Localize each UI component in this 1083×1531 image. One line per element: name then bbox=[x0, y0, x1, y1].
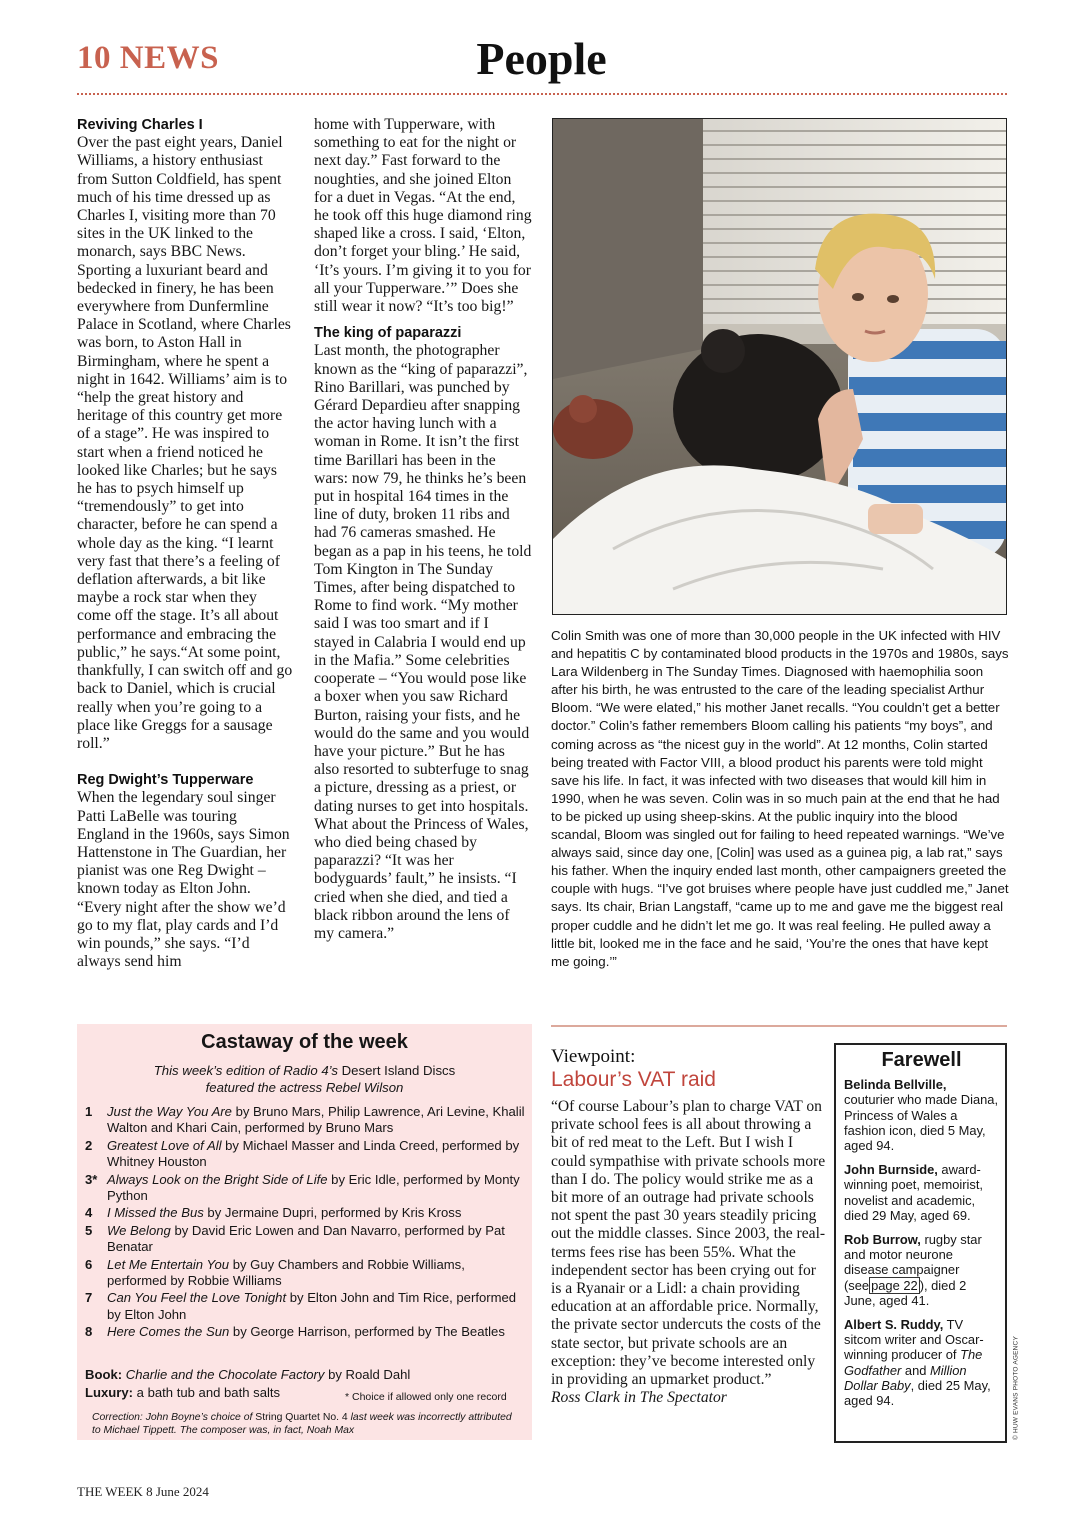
viewpoint-label: Viewpoint: bbox=[551, 1046, 636, 1067]
book-choice bbox=[85, 1367, 410, 1382]
intro-part-a: This week’s edition of Radio 4’s bbox=[153, 1063, 338, 1078]
list-item bbox=[85, 1205, 525, 1221]
track-number: 5 bbox=[85, 1222, 93, 1238]
track-credits: by Elton John and Tim Rice, performed by Elton John bbox=[107, 1290, 517, 1322]
story-heading-paparazzi: The king of paparazzi bbox=[314, 325, 462, 342]
story-heading-tupperware: Reg Dwight’s Tupperware bbox=[77, 772, 254, 789]
track-credits: by Bruno Mars, Philip Lawrence, Ari Levine, Khalil Walton and Khari Cain, performed by Bruno Mars bbox=[107, 1104, 525, 1136]
castaway-correction bbox=[92, 1412, 522, 1437]
list-item bbox=[85, 1324, 525, 1340]
photo-credit bbox=[1010, 1333, 1022, 1443]
farewell-title: Farewell bbox=[881, 1049, 962, 1071]
farewell-text-and: and bbox=[901, 1362, 930, 1378]
castaway-title: Castaway of the week bbox=[201, 1031, 408, 1053]
list-item bbox=[85, 1223, 525, 1256]
farewell-text-end: ), died 2 June, aged 41. bbox=[844, 1277, 967, 1308]
correction-part-c: last week was incorrectly attributed to Michael Tippett. The composer was, in fact, Noah Max bbox=[92, 1412, 512, 1436]
farewell-text-end: , died 25 May, aged 94. bbox=[844, 1377, 991, 1409]
correction-work-title: String Quartet No. 4 bbox=[252, 1412, 351, 1423]
track-number: 2 bbox=[85, 1137, 93, 1153]
story-body-paparazzi: Last month, the photographer known as the “king of paparazzi”, Rino Barillari, was punched by Gérard Depardieu after snapping the actor having lunch with a woman in Rome. It isn’t the first time Barillari has been in the wars: now 79, he thinks he’s been put in hospital 164 times in the line of duty, broken 11 ribs and had 76 cameras smashed. He began as a pap in his teens, he told Tom Kington in The Sunday Times, after being dispatched to Rome to find work. “My mother said I was too smart and if I stayed in Calabria I would end up in the Mafia.” Some celebrities cooperate – “You would pose like a boxer when you saw Richard Burton, raising your fists, and he would do the same and you would have your picture.” But he has also resorted to subterfuge to snag a picture, dressing as a priest, or dating nurses to get into hospitals. What about the Princess of Wales, who died being chased by paparazzi? “It was her bodyguards’ fault,” he insists. “I cried when she died, and tied a black ribbon around the lens of my camera.” bbox=[314, 342, 532, 942]
farewell-text: TV sitcom writer and Oscar-winning producer of bbox=[844, 1317, 984, 1363]
track-credits: by Eric Idle, performed by Monty Python bbox=[107, 1171, 520, 1204]
farewell-name: Belinda Bellville, bbox=[844, 1077, 947, 1093]
track-number: 1 bbox=[85, 1104, 93, 1119]
track-title: Just the Way You Are bbox=[107, 1104, 232, 1119]
correction-part-a: Correction: John Boyne’s choice of bbox=[92, 1412, 253, 1423]
page-title: People bbox=[476, 33, 607, 84]
photo-credit-text: © HUW EVANS PHOTO AGENCY bbox=[1012, 1336, 1020, 1440]
list-item bbox=[85, 1104, 525, 1137]
farewell-entry bbox=[844, 1232, 999, 1308]
book-label: Book: bbox=[85, 1367, 123, 1382]
track-list bbox=[85, 1104, 525, 1342]
track-title: Here Comes the Sun bbox=[107, 1324, 230, 1340]
column-1 bbox=[77, 116, 293, 971]
track-title: Greatest Love of All bbox=[107, 1137, 222, 1153]
viewpoint-quote: “Of course Labour’s plan to charge VAT on private school fees is all about throwing a bit of red meat to the Left. But I wish I could sympathise with private schools more than I do. The policy would strike me as a bit more of an outrage had private schools not spent the past 30 years steadily pricing out the middle classes. Since 2003, the real-terms fees rise has been 55%. What the independent sector has been crying out for is a Ryanair or a Lidl: a chain providing education at an affordable price. Normally, the private sector undercuts the costs of the state sector, but private schools are an exception: they’ve become interested only in providing an upmarket product.” bbox=[551, 1098, 826, 1389]
page-footer: THE WEEK 8 June 2024 bbox=[77, 1484, 209, 1499]
intro-part-c: featured the actress Rebel Wilson bbox=[205, 1080, 404, 1095]
track-number: 3* bbox=[85, 1171, 98, 1187]
track-credits: by Guy Chambers and Robbie Williams, performed by Robbie Williams bbox=[107, 1256, 465, 1289]
story-heading-charles: Reviving Charles I bbox=[77, 117, 203, 133]
castaway-intro bbox=[97, 1062, 512, 1096]
photo-caption: Colin Smith was one of more than 30,000 people in the UK infected with HIV and hepatitis C by contaminated blood products in the 1970s and 1980s, says Lara Wildenberg in The Sunday Times. Diagnosed with haemophilia soon after his birth, he was entrusted to the care of the leading specialist Arthur Bloom. “We were elated,” his mother Janet recalls. “You couldn’t get a better doctor.” Colin’s father remembers Bloom calling his patients “my boys”, and coming across as “the nicest guy in the world”. At 12 months, Colin started being treated with Factor VIII, a blood product his parents were told might save his life. In fact, it was infected with two diseases that would kill him in 1990, when he was seven. Colin was in so much pain at the end that he had to be picked up using sheep-skins. At the public inquiry into the blood scandal, Bloom was singled out for failing to heed repeated warnings. “We’ve always said, since day one, [Colin] was used as a guinea pig, a lab rat,” says his father. When the inquiry ended last month, other campaigners greeted the couple with hugs. “I’ve got bruises where people have just cuddled me,” Janet says. Its chair, Brian Langstaff, “came up to me and gave me the biggest real proper cuddle and he didn’t let me go. It was real feeling. He pulled away a little bit, looked me in the face and he said, ‘You’re the ones that have kept me going.’” bbox=[551, 628, 1009, 969]
list-item bbox=[85, 1290, 525, 1323]
farewell-name: Rob Burrow, bbox=[844, 1232, 921, 1248]
film-title: Million Dollar Baby bbox=[844, 1362, 967, 1393]
viewpoint-body bbox=[551, 1098, 828, 1407]
farewell-entry bbox=[844, 1317, 999, 1408]
photo-illustration bbox=[553, 119, 1006, 614]
luxury-text: a bath tub and bath salts bbox=[133, 1385, 281, 1400]
boy-in-hospital-bed-photo bbox=[552, 118, 1007, 615]
section-number: 10 NEWS bbox=[77, 40, 219, 76]
book-author: by Roald Dahl bbox=[324, 1367, 411, 1382]
track-number: 7 bbox=[85, 1290, 93, 1306]
story-body-tupperware-cont: home with Tupperware, with something to eat for the night or next day.” Fast forward to the noughties, and she joined Elton for a duet in Vegas. “At the end, he took off this huge diamond ring shaped like a cross. I said, ‘Elton, don’t forget your bling.’ He said, ‘It’s yours. I’m giving it to you for all your Tupperware.’” Does she still wear it now? “It’s too big!” bbox=[314, 116, 532, 316]
story-body-charles: Over the past eight years, Daniel Williams, a history enthusiast from Sutton Coldfield, has spent much of his time dressed up as Charles I, visiting more than 70 sites in the UK linked to the monarch, says BBC News. Sporting a luxuriant beard and bedecked in finery, he has been everywhere from Dunfermline Palace in Scotland, where Charles was born, to Aston Hall in Birmingham, where he spent a night in 1642. Williams’ aim is to “help the great history and heritage of this country get more of a stage”. He was inspired to start when a friend noticed he looked like Charles; but he says he has to psych himself up “tremendously” to get into character, before he can spend a whole day as the king. “I learnt very fast that there’s a feeling of deflation afterwards, a bit like maybe a rock star when they come off the stage. It’s all about performance and embracing the public,” he says.“At some point, thankfully, I can switch off and go back to Daniel, which is crucial really when you’re going to a place like Greggs for a sausage roll.” bbox=[77, 134, 293, 752]
header-rule bbox=[77, 93, 1007, 95]
track-credits: by George Harrison, performed by The Beatles bbox=[229, 1324, 505, 1340]
farewell-entry bbox=[844, 1077, 999, 1153]
farewell-entry bbox=[844, 1162, 999, 1223]
film-title: The Godfather bbox=[844, 1347, 983, 1378]
castaway-box bbox=[77, 1024, 532, 1440]
list-item bbox=[85, 1257, 525, 1290]
castaway-footnote: * Choice if allowed only one record bbox=[345, 1391, 507, 1403]
track-number: 8 bbox=[85, 1324, 93, 1340]
farewell-text: rugby star and motor neurone disease campaigner (see bbox=[844, 1232, 982, 1293]
list-item bbox=[85, 1172, 525, 1205]
track-title: Always Look on the Bright Side of Life bbox=[107, 1171, 328, 1187]
luxury-choice bbox=[85, 1385, 280, 1400]
track-credits: by Jermaine Dupri, performed by Kris Kross bbox=[203, 1205, 462, 1221]
farewell-box bbox=[834, 1043, 1007, 1443]
track-number: 6 bbox=[85, 1256, 93, 1272]
track-credits: by David Eric Lowen and Dan Navarro, performed by Pat Benatar bbox=[107, 1222, 505, 1255]
track-title: Let Me Entertain You bbox=[107, 1256, 230, 1272]
track-title: I Missed the Bus bbox=[107, 1205, 204, 1221]
farewell-text: award-winning poet, memoirist, novelist and academic, died 29 May, aged 69. bbox=[844, 1162, 983, 1223]
luxury-label: Luxury: bbox=[85, 1385, 134, 1400]
track-title: We Belong bbox=[107, 1222, 171, 1238]
viewpoint-title: Labour’s VAT raid bbox=[551, 1068, 716, 1091]
track-credits: by Michael Masser and Linda Creed, performed by Whitney Houston bbox=[107, 1137, 520, 1170]
list-item bbox=[85, 1138, 525, 1171]
column-2 bbox=[314, 116, 532, 943]
farewell-name: John Burnside, bbox=[844, 1162, 938, 1178]
farewell-text: couturier who made Diana, Princess of Wales a fashion icon, died 5 May, aged 94. bbox=[844, 1092, 999, 1154]
story-body-tupperware: When the legendary soul singer Patti LaBelle was touring England in the 1960s, says Simon Hattenstone in The Guardian, her pianist was one Reg Dwight – known today as Elton John. “Every night after the show we’d go to my flat, play cards and I’d win pounds,” she says. “I’d always send him bbox=[77, 789, 290, 971]
track-number: 4 bbox=[85, 1205, 93, 1221]
book-title: Charlie and the Chocolate Factory bbox=[122, 1367, 325, 1382]
caption-rule bbox=[551, 1025, 1007, 1027]
farewell-name: Albert S. Ruddy, bbox=[844, 1317, 944, 1333]
viewpoint-source: Ross Clark in The Spectator bbox=[551, 1389, 727, 1407]
track-title: Can You Feel the Love Tonight bbox=[107, 1290, 287, 1306]
intro-show-name: Desert Island Discs bbox=[337, 1063, 456, 1078]
page-22-link[interactable]: page 22 bbox=[871, 1277, 918, 1293]
